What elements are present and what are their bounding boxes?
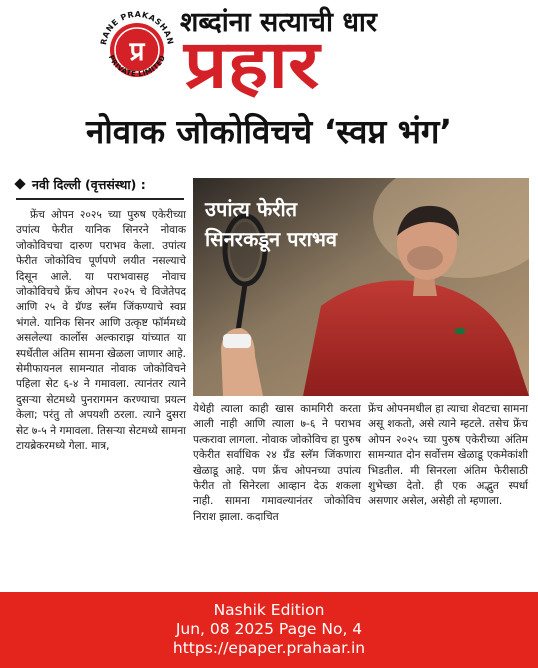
article-paragraph: फ्रेंच ओपनमधील हा त्याचा शेवटचा सामना असू शकतो, असे त्याने म्हटले. तसेच फ्रेंच ओपन २०२५ च्या पुरुष एकेरीच्या अंतिम सामन्यात दोन सर्वोत्तम खेळाडू एकमेकांशी भिडतील. मी सिनरला अंतिम फेरीसाठी शुभेच्छा देतो. ही एक अद्भुत स्पर्धा असणार असेल, असेही तो म्हणाला.	[368, 403, 528, 508]
article-paragraph: फ्रेंच ओपन २०२५ च्या पुरुष एकेरीच्या उपांत्य फेरीत यानिक सिनरने नोवाक जोकोविचचा दारुण पराभव केला. उपांत्य फेरीत जोकोविच पूर्णपणे लयीत नसल्याचे दिसून आले. या पराभवासह नोवाच जोकोविचचे फ्रेंच ओपन २०२५ चे विजेतेपद आणि २५ वे ग्रॅण्ड स्लॅम जिंकण्याचे स्वप्न भंगले. यानिक सिनर आणि उत्कृष्ट फॉर्ममध्ये असलेल्या कार्लोस अल्काराझ यांच्यात या स्पर्धेतील अंतिम सामना खेळला जाणार आहे. सेमीफायनल सामन्यात नोवाक जोकोविचने पहिला सेट ६-४ ने गमावला. त्यानंतर त्याने दुसऱ्या सेटमध्ये पुनरागमन करण्याचा प्रयत्न केला; परंतु तो अपयशी ठरला. त्याने दुसरा सेट ७-५ ने गमावला. तिसऱ्या सेटमध्ये सामना टायब्रेकरमध्ये गेला. मात्र,	[16, 209, 186, 453]
masthead	[0, 0, 538, 103]
dateline	[16, 176, 146, 193]
divider	[16, 198, 184, 200]
article-column-1	[16, 208, 186, 455]
masthead-brand-title: प्रहार	[184, 26, 320, 103]
photo-caption-line-2: सिनरकडून पराभव	[205, 227, 338, 251]
article-headline: नोवाक जोकोविचचे ‘स्वप्न भंग’	[85, 112, 453, 151]
rane-prakashan-seal-logo	[96, 0, 178, 96]
edition-name: Nashik Edition	[213, 601, 325, 619]
article-column-3	[368, 402, 528, 510]
photo-caption	[205, 194, 337, 254]
article-paragraph: येथेही त्याला काही खास कामगिरी करता आली नाही आणि त्याला ७-६ ने पराभव पत्करावा लागला. नोवाक जोकोविच हा पुरुष एकेरीत सर्वाधिक २४ ग्रँड स्लॅम जिंकणारा खेळाडू आहे. पण फ्रेंच ओपनच्या उपांत्य फेरीत तो सिनेरला आव्हान देऊ शकला नाही. सामना गमावल्यानंतर जोकोविच निराश झाला. कदाचित	[193, 403, 361, 523]
photo-caption-line-1: उपांत्य फेरीत	[205, 197, 298, 221]
article-column-2	[193, 402, 361, 525]
article-photo	[193, 178, 529, 396]
epaper-link[interactable]: https://epaper.prahaar.in	[172, 639, 366, 657]
dateline-text: नवी दिल्ली (वृत्तसंस्था) :	[32, 177, 146, 192]
svg-text:RANE PRAKASHAN: RANE PRAKASHAN	[99, 9, 175, 46]
svg-text:PRIVATE LIMITED: PRIVATE LIMITED	[106, 53, 168, 79]
svg-text:प्र: प्र	[129, 37, 145, 67]
edition-footer	[0, 592, 538, 668]
diamond-bullet-icon	[14, 178, 25, 189]
edition-date-page: Jun, 08 2025 Page No, 4	[175, 620, 363, 638]
masthead-tagline: शब्दांना सत्याची धार	[180, 7, 377, 38]
